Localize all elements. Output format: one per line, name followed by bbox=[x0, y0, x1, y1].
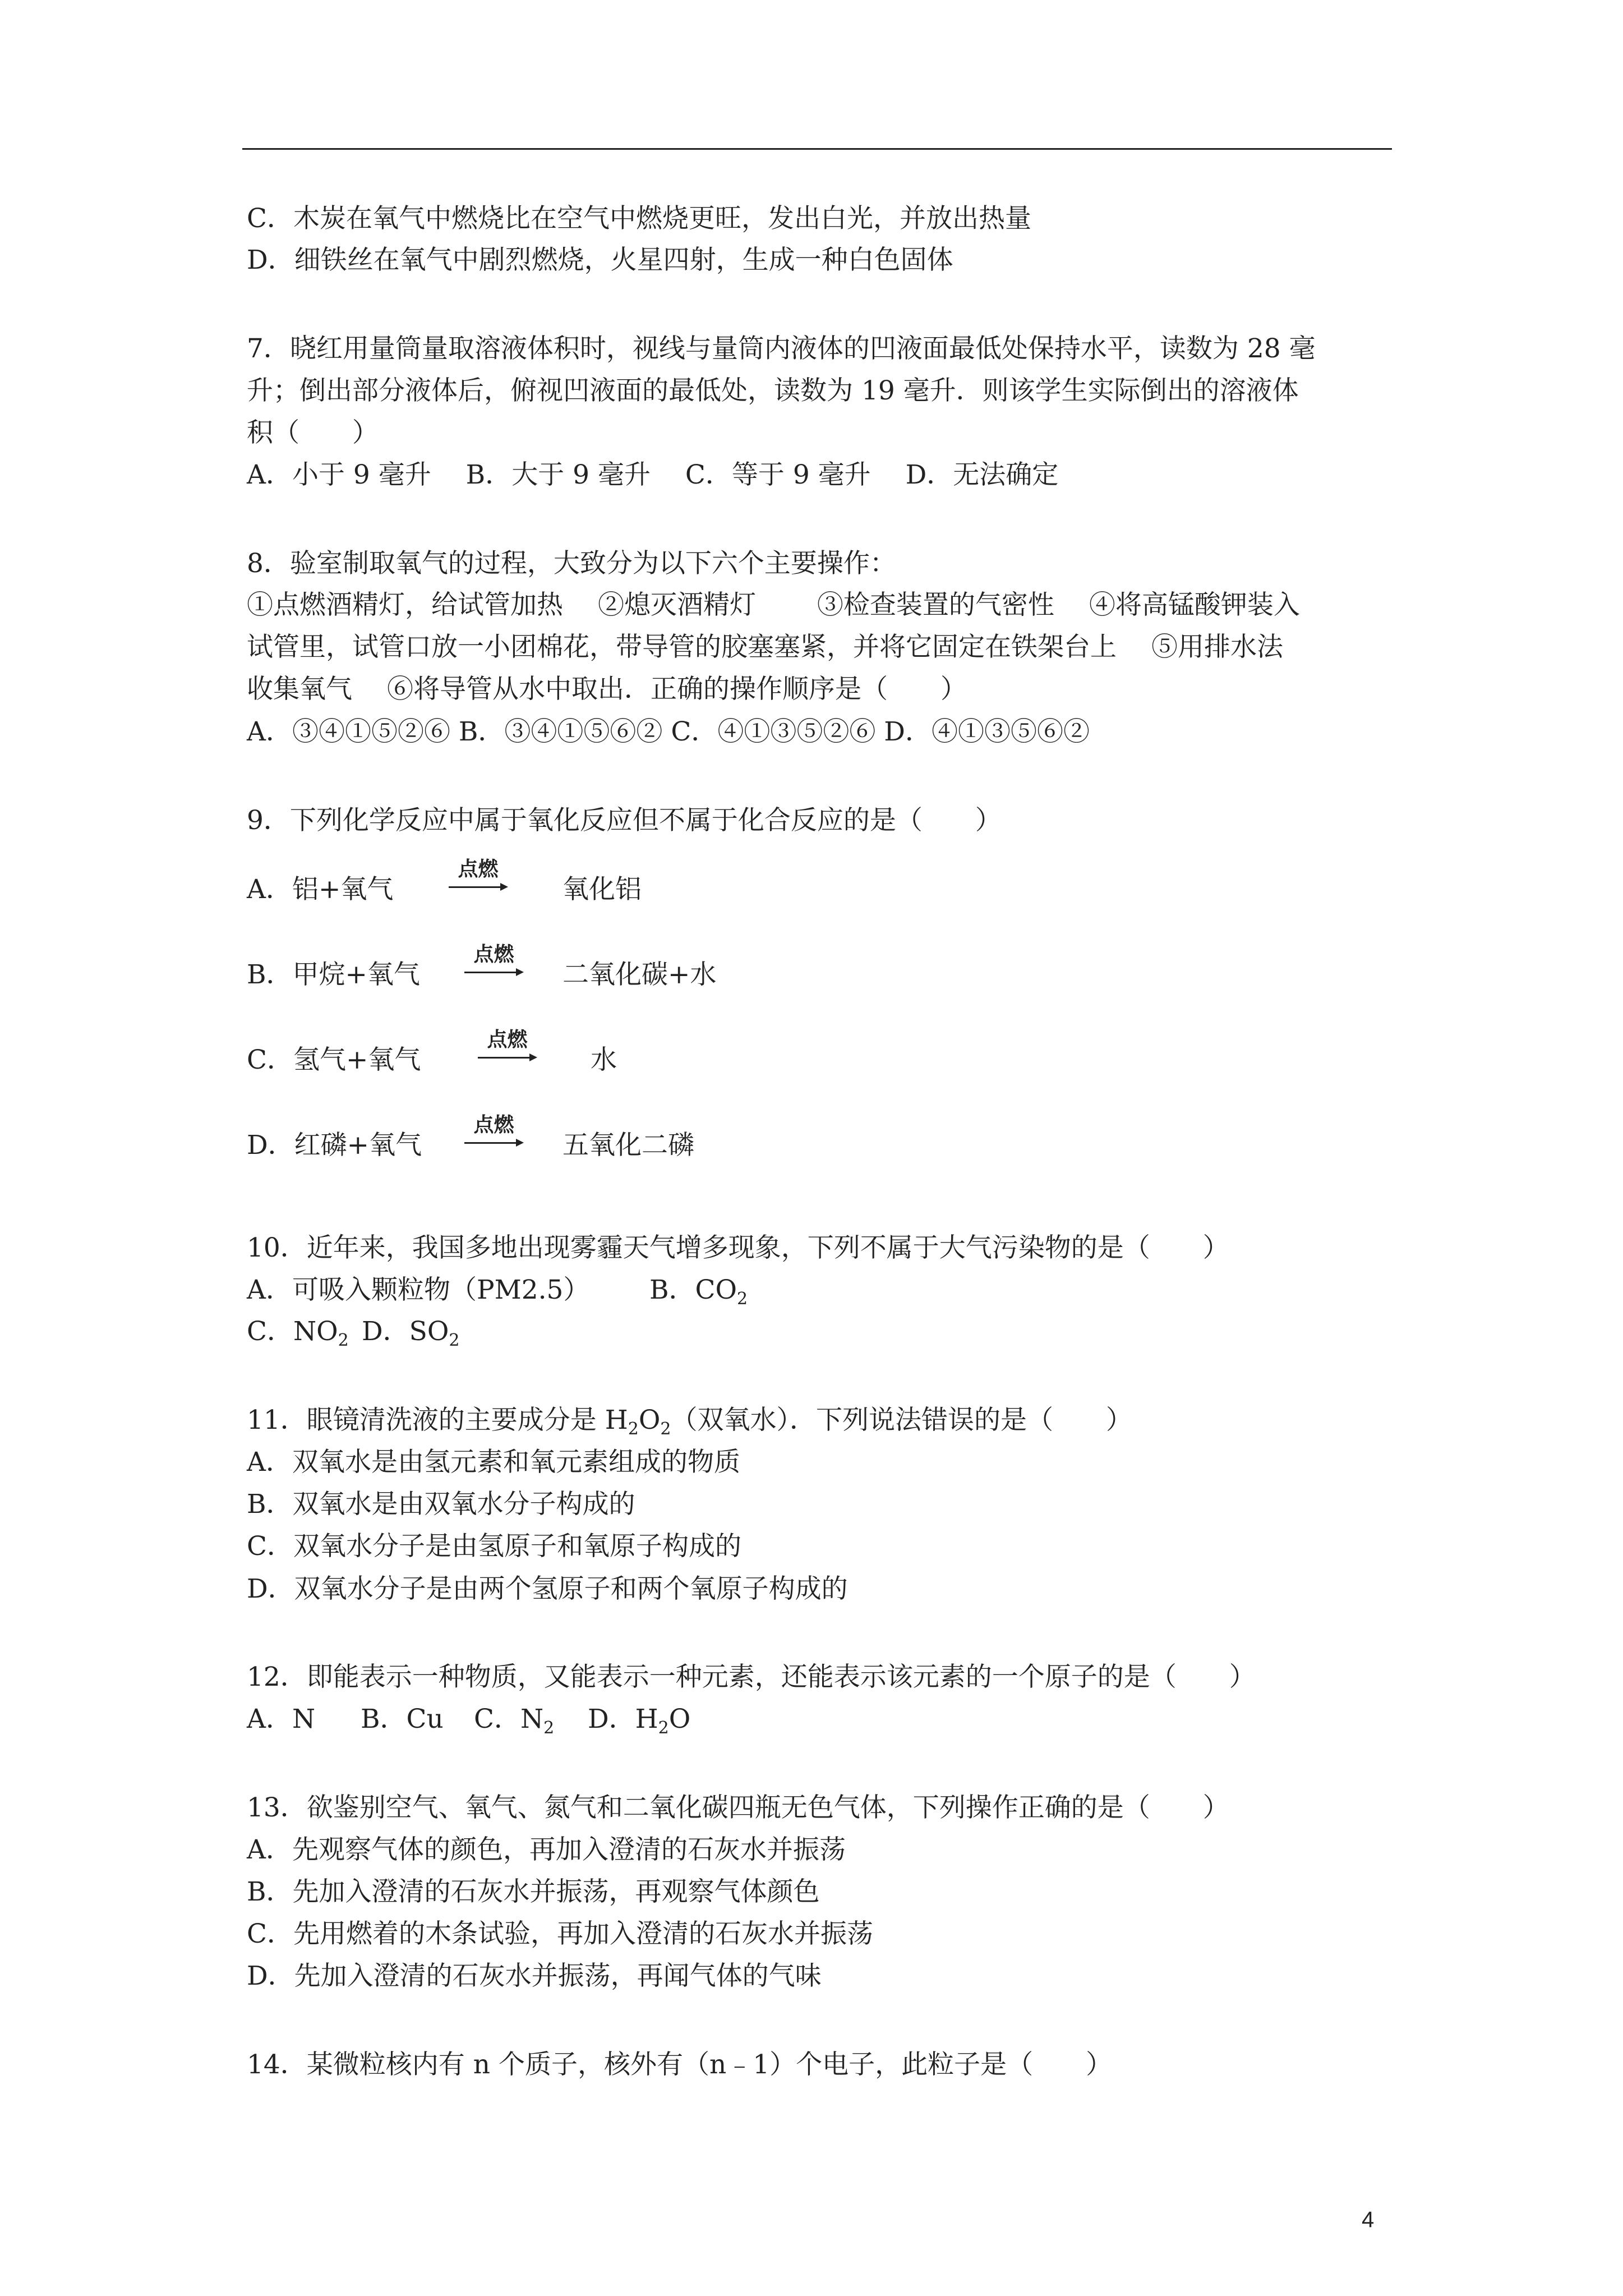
q9-option-a-product: 氧化铝 bbox=[562, 874, 642, 905]
q11-option-c: C．双氧水分子是由氢原子和氧原子构成的 bbox=[247, 1531, 741, 1562]
q10-option-c: C．$NO_2$ bbox=[247, 1316, 349, 1350]
q10-option-b: B．$CO_2$ bbox=[649, 1274, 748, 1309]
q12-option-d: D．$H_2O$ bbox=[588, 1704, 691, 1738]
q13-option-a: A．先观察气体的颜色，再加入澄清的石灰水并振荡 bbox=[247, 1834, 846, 1865]
arrow-shaft bbox=[464, 1142, 518, 1144]
q11-stem: 11．眼镜清洗液的主要成分是 $H_2O_2$（双氧水）．下列说法错误的是（ ） bbox=[247, 1405, 1132, 1439]
q9-option-a-arrow bbox=[449, 859, 508, 893]
q11-option-a: A．双氧水是由氢元素和氧元素组成的物质 bbox=[247, 1447, 740, 1478]
q9-option-a-reactants: A．铝+氧气 bbox=[247, 874, 394, 905]
q12-option-c: C．$N_2$ bbox=[474, 1704, 555, 1738]
reaction-condition-label: 点燃 bbox=[458, 858, 499, 881]
q9-option-c-arrow bbox=[478, 1030, 537, 1064]
reaction-condition-label: 点燃 bbox=[473, 943, 514, 966]
q9-stem: 9．下列化学反应中属于氧化反应但不属于化合反应的是（ ） bbox=[247, 805, 1002, 836]
q6-option-d: D．细铁丝在氧气中剧烈燃烧，火星四射，生成一种白色固体 bbox=[247, 245, 953, 275]
q7-stem-line1: 7．晓红用量筒量取溶液体积时，视线与量筒内液体的凹液面最低处保持水平，读数为 28 毫 bbox=[247, 333, 1316, 364]
q12-option-b: B．Cu bbox=[361, 1704, 444, 1734]
arrow-shaft bbox=[478, 1057, 531, 1059]
arrow-head-icon bbox=[529, 1053, 537, 1061]
q8-stem-line4: 收集氧气 ⑥将导管从水中取出．正确的操作顺序是（ ） bbox=[247, 674, 967, 705]
reaction-condition-label: 点燃 bbox=[487, 1028, 528, 1051]
q9-option-c-product: 水 bbox=[591, 1045, 617, 1075]
q13-option-d: D．先加入澄清的石灰水并振荡，再闻气体的气味 bbox=[247, 1961, 822, 1991]
reaction-condition-label: 点燃 bbox=[473, 1114, 514, 1137]
q13-stem: 13．欲鉴别空气、氧气、氮气和二氧化碳四瓶无色气体，下列操作正确的是（ ） bbox=[247, 1792, 1229, 1823]
q9-option-b-reactants: B．甲烷+氧气 bbox=[247, 959, 420, 990]
q12-option-a: A．N bbox=[247, 1704, 316, 1734]
q8-stem-line1: 8．验室制取氧气的过程，大致分为以下六个主要操作： bbox=[247, 548, 896, 579]
q8-stem-line2: ①点燃酒精灯，给试管加热 ②熄灭酒精灯 ③检查装置的气密性 ④将高锰酸钾装入 bbox=[247, 590, 1300, 620]
q7-options: A．小于 9 毫升 B．大于 9 毫升 C．等于 9 毫升 D．无法确定 bbox=[247, 459, 1059, 490]
header-rule bbox=[242, 148, 1392, 150]
q8-options: A．③④①⑤②⑥ B．③④①⑤⑥② C．④①③⑤②⑥ D．④①③⑤⑥② bbox=[247, 716, 1090, 747]
q6-option-c: C．木炭在氧气中燃烧比在空气中燃烧更旺，发出白光，并放出热量 bbox=[247, 203, 1031, 234]
arrow-shaft bbox=[449, 886, 502, 888]
q13-option-b: B．先加入澄清的石灰水并振荡，再观察气体颜色 bbox=[247, 1876, 820, 1907]
q12-stem: 12．即能表示一种物质，又能表示一种元素，还能表示该元素的一个原子的是（ ） bbox=[247, 1662, 1256, 1692]
q11-option-d: D．双氧水分子是由两个氢原子和两个氧原子构成的 bbox=[247, 1573, 848, 1604]
q9-option-d-reactants: D．红磷+氧气 bbox=[247, 1130, 422, 1161]
q9-option-b-arrow bbox=[464, 945, 523, 978]
arrow-head-icon bbox=[516, 968, 524, 976]
q10-stem: 10．近年来，我国多地出现雾霾天气增多现象，下列不属于大气污染物的是（ ） bbox=[247, 1232, 1229, 1263]
q7-stem-line3: 积（ ） bbox=[247, 417, 379, 448]
page-number: 4 bbox=[1362, 2207, 1375, 2232]
q9-option-d-product: 五氧化二磷 bbox=[562, 1130, 694, 1161]
q9-option-b-product: 二氧化碳+水 bbox=[562, 959, 717, 990]
q10-option-a: A．可吸入颗粒物（PM2.5） bbox=[247, 1274, 590, 1305]
q13-option-c: C．先用燃着的木条试验，再加入澄清的石灰水并振荡 bbox=[247, 1918, 873, 1949]
q9-option-c-reactants: C．氢气+氧气 bbox=[247, 1045, 421, 1075]
q14-stem: 14．某微粒核内有 n 个质子，核外有（n﹣1）个电子，此粒子是（ ） bbox=[247, 2049, 1113, 2080]
q9-option-d-arrow bbox=[464, 1115, 523, 1149]
q10-option-d: D．$SO_2$ bbox=[362, 1316, 460, 1350]
arrow-shaft bbox=[464, 972, 518, 973]
q7-stem-line2: 升；倒出部分液体后，俯视凹液面的最低处，读数为 19 毫升．则该学生实际倒出的溶液体 bbox=[247, 375, 1299, 406]
arrow-head-icon bbox=[516, 1139, 524, 1147]
arrow-head-icon bbox=[500, 883, 508, 891]
q8-stem-line3: 试管里，试管口放一小团棉花，带导管的胶塞塞紧，并将它固定在铁架台上 ⑤用排水法 bbox=[247, 632, 1283, 662]
q11-option-b: B．双氧水是由双氧水分子构成的 bbox=[247, 1489, 635, 1520]
